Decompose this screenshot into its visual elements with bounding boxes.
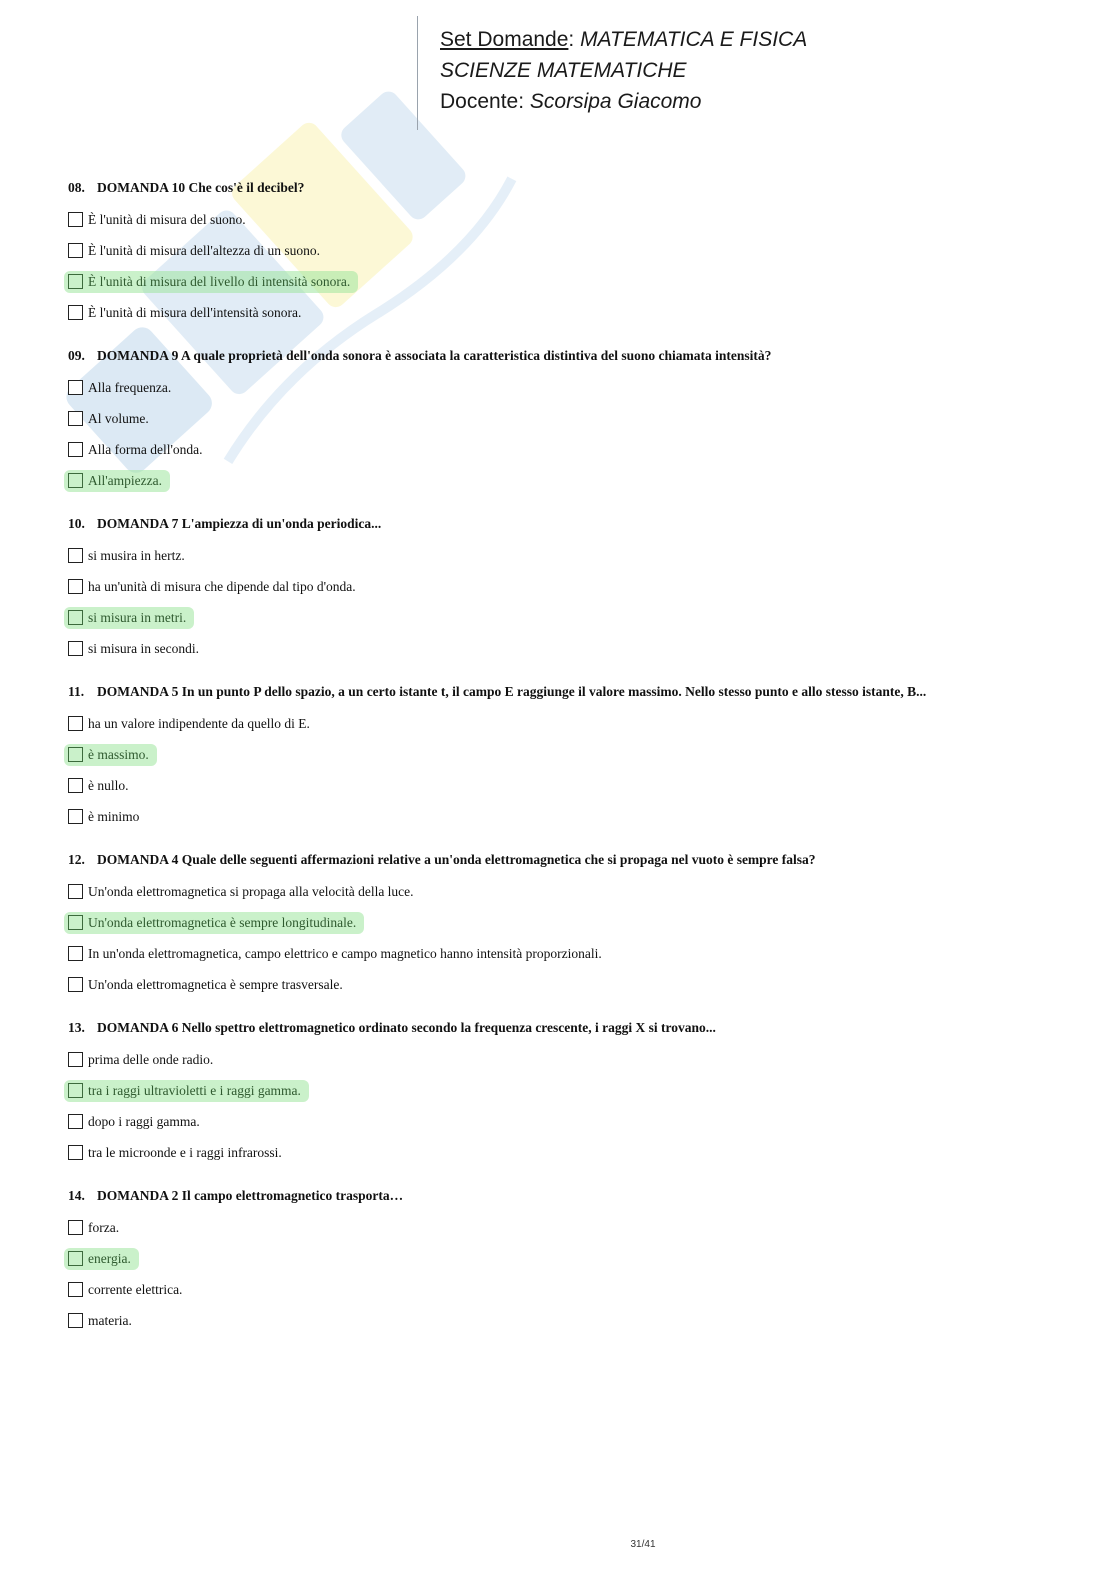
answer-content xyxy=(64,576,364,598)
answer-content xyxy=(64,943,610,965)
page-number: 31/41 xyxy=(630,1539,656,1550)
answer-content xyxy=(64,1111,208,1133)
question-title xyxy=(68,1187,1068,1205)
question-block xyxy=(68,179,1068,328)
header-set-line xyxy=(440,24,807,55)
answer-option[interactable] xyxy=(68,297,1068,328)
answer-content xyxy=(64,439,211,461)
checkbox-icon[interactable] xyxy=(68,1052,83,1067)
question-text: DOMANDA 10 Che cos'è il decibel? xyxy=(97,180,305,195)
answer-label: tra i raggi ultravioletti e i raggi gamma. xyxy=(88,1082,301,1098)
checkbox-icon[interactable] xyxy=(68,411,83,426)
answer-highlight xyxy=(64,744,157,766)
answer-option[interactable] xyxy=(68,1044,1068,1075)
answer-label: È l'unità di misura del suono. xyxy=(88,211,246,227)
answer-content xyxy=(64,1310,140,1332)
answer-label: energia. xyxy=(88,1250,131,1266)
header-teacher-line xyxy=(440,86,807,117)
answer-label: Alla frequenza. xyxy=(88,379,172,395)
answer-option[interactable] xyxy=(68,1305,1068,1336)
answer-content xyxy=(64,209,254,231)
answer-content xyxy=(64,806,147,828)
checkbox-icon[interactable] xyxy=(68,641,83,656)
answer-label: corrente elettrica. xyxy=(88,1281,183,1297)
answer-label: Un'onda elettromagnetica è sempre longitudinale. xyxy=(88,914,357,930)
answer-label: ha un valore indipendente da quello di E. xyxy=(88,715,310,731)
checkbox-icon[interactable] xyxy=(68,1251,83,1266)
checkbox-icon[interactable] xyxy=(68,1083,83,1098)
question-title xyxy=(68,1019,1068,1037)
answer-content xyxy=(64,775,137,797)
checkbox-icon[interactable] xyxy=(68,915,83,930)
answer-option[interactable] xyxy=(68,969,1068,1000)
answer-option[interactable] xyxy=(68,235,1068,266)
answer-label: Un'onda elettromagnetica si propaga alla velocità della luce. xyxy=(88,883,414,899)
checkbox-icon[interactable] xyxy=(68,548,83,563)
header-divider xyxy=(417,16,418,130)
question-block xyxy=(68,347,1068,496)
answer-option[interactable] xyxy=(68,708,1068,739)
checkbox-icon[interactable] xyxy=(68,212,83,227)
answer-option[interactable] xyxy=(68,571,1068,602)
answer-label: materia. xyxy=(88,1312,132,1328)
answer-highlight xyxy=(64,1248,139,1270)
checkbox-icon[interactable] xyxy=(68,1145,83,1160)
checkbox-icon[interactable] xyxy=(68,809,83,824)
answer-option-correct[interactable] xyxy=(68,907,1068,938)
teacher-label: Docente: xyxy=(440,90,525,113)
answer-option-correct[interactable] xyxy=(68,739,1068,770)
answer-label: All'ampiezza. xyxy=(88,472,163,488)
answer-highlight xyxy=(64,470,170,492)
question-block xyxy=(68,1019,1068,1168)
question-title xyxy=(68,515,1068,533)
answer-content xyxy=(64,1049,221,1071)
checkbox-icon[interactable] xyxy=(68,442,83,457)
checkbox-icon[interactable] xyxy=(68,778,83,793)
question-list xyxy=(68,179,1068,1355)
answer-option[interactable] xyxy=(68,876,1068,907)
question-text: DOMANDA 9 A quale proprietà dell'onda sonora è associata la caratteristica distintiva del suono chiamata intensità? xyxy=(97,348,772,363)
question-number: 12. xyxy=(68,852,85,867)
checkbox-icon[interactable] xyxy=(68,884,83,899)
answer-option[interactable] xyxy=(68,403,1068,434)
teacher-name: Scorsipa Giacomo xyxy=(529,90,702,113)
question-block xyxy=(68,1187,1068,1336)
question-number: 08. xyxy=(68,180,85,195)
question-title xyxy=(68,347,1068,365)
answer-highlight xyxy=(64,271,358,293)
answer-label: È l'unità di misura del livello di intensità sonora. xyxy=(88,273,351,289)
answer-content xyxy=(64,302,309,324)
answer-option[interactable] xyxy=(68,1274,1068,1305)
answer-label: è minimo xyxy=(88,808,140,824)
answer-content xyxy=(64,240,328,262)
checkbox-icon[interactable] xyxy=(68,473,83,488)
answer-highlight xyxy=(64,912,364,934)
checkbox-icon[interactable] xyxy=(68,305,83,320)
answer-label: è massimo. xyxy=(88,746,149,762)
answer-option[interactable] xyxy=(68,434,1068,465)
checkbox-icon[interactable] xyxy=(68,1282,83,1297)
checkbox-icon[interactable] xyxy=(68,610,83,625)
answer-content xyxy=(64,1279,190,1301)
checkbox-icon[interactable] xyxy=(68,380,83,395)
answer-label: Al volume. xyxy=(88,410,149,426)
question-number: 10. xyxy=(68,516,85,531)
answer-option[interactable] xyxy=(68,1106,1068,1137)
answer-option-correct[interactable] xyxy=(68,465,1068,496)
checkbox-icon[interactable] xyxy=(68,1114,83,1129)
checkbox-icon[interactable] xyxy=(68,946,83,961)
question-block xyxy=(68,515,1068,664)
set-colon: : xyxy=(568,28,575,51)
answer-highlight xyxy=(64,1080,309,1102)
answer-highlight xyxy=(64,607,194,629)
checkbox-icon[interactable] xyxy=(68,977,83,992)
set-label: Set Domande xyxy=(440,28,569,51)
question-title xyxy=(68,179,1068,197)
question-block xyxy=(68,851,1068,1000)
answer-content xyxy=(64,545,193,567)
answer-content xyxy=(64,1142,290,1164)
answer-option-correct[interactable] xyxy=(68,1243,1068,1274)
answer-label: In un'onda elettromagnetica, campo elettrico e campo magnetico hanno intensità proporzionali. xyxy=(88,945,602,961)
answer-label: si misura in metri. xyxy=(88,609,187,625)
question-title xyxy=(68,683,1068,701)
checkbox-icon[interactable] xyxy=(68,579,83,594)
answer-label: È l'unità di misura dell'altezza di un suono. xyxy=(88,242,321,258)
answer-label: Un'onda elettromagnetica è sempre trasversale. xyxy=(88,976,343,992)
question-text: DOMANDA 5 In un punto P dello spazio, a un certo istante t, il campo E raggiunge il valore massimo. Nello stesso punto e allo stesso istante, B... xyxy=(97,684,927,699)
answer-option[interactable] xyxy=(68,1212,1068,1243)
question-text: DOMANDA 2 Il campo elettromagnetico trasporta… xyxy=(97,1188,404,1203)
question-number: 14. xyxy=(68,1188,85,1203)
checkbox-icon[interactable] xyxy=(68,274,83,289)
answer-label: è nullo. xyxy=(88,777,129,793)
answer-option[interactable] xyxy=(68,938,1068,969)
answer-option-correct[interactable] xyxy=(68,1075,1068,1106)
checkbox-icon[interactable] xyxy=(68,1220,83,1235)
question-number: 13. xyxy=(68,1020,85,1035)
answer-option[interactable] xyxy=(68,540,1068,571)
answer-option[interactable] xyxy=(68,801,1068,832)
checkbox-icon[interactable] xyxy=(68,716,83,731)
answer-label: si misura in secondi. xyxy=(88,640,199,656)
checkbox-icon[interactable] xyxy=(68,1313,83,1328)
answer-content xyxy=(64,881,422,903)
set-value: MATEMATICA E FISICA xyxy=(580,28,808,51)
answer-option[interactable] xyxy=(68,770,1068,801)
question-title xyxy=(68,851,1068,869)
answer-content xyxy=(64,638,207,660)
answer-label: si musira in hertz. xyxy=(88,547,185,563)
answer-label: ha un'unità di misura che dipende dal tipo d'onda. xyxy=(88,578,356,594)
answer-content xyxy=(64,377,179,399)
answer-option[interactable] xyxy=(68,1137,1068,1168)
answer-option-correct[interactable] xyxy=(68,602,1068,633)
checkbox-icon[interactable] xyxy=(68,747,83,762)
answer-label: tra le microonde e i raggi infrarossi. xyxy=(88,1144,282,1160)
answer-option[interactable] xyxy=(68,633,1068,664)
answer-content xyxy=(64,713,318,735)
answer-content xyxy=(64,408,157,430)
question-text: DOMANDA 7 L'ampiezza di un'onda periodica... xyxy=(97,516,382,531)
question-text: DOMANDA 4 Quale delle seguenti affermazioni relative a un'onda elettromagnetica che si propaga nel vuoto è sempre falsa? xyxy=(97,852,816,867)
answer-label: Alla forma dell'onda. xyxy=(88,441,203,457)
answer-content xyxy=(64,1217,127,1239)
answer-option[interactable] xyxy=(68,372,1068,403)
answer-label: forza. xyxy=(88,1219,120,1235)
answer-label: È l'unità di misura dell'intensità sonora. xyxy=(88,304,302,320)
question-number: 09. xyxy=(68,348,85,363)
answer-label: prima delle onde radio. xyxy=(88,1051,214,1067)
question-text: DOMANDA 6 Nello spettro elettromagnetico ordinato secondo la frequenza crescente, i raggi X si trovano... xyxy=(97,1020,716,1035)
checkbox-icon[interactable] xyxy=(68,243,83,258)
document-header xyxy=(440,24,807,117)
answer-label: dopo i raggi gamma. xyxy=(88,1113,200,1129)
answer-option-correct[interactable] xyxy=(68,266,1068,297)
course-name: SCIENZE MATEMATICHE xyxy=(440,59,687,82)
answer-option[interactable] xyxy=(68,204,1068,235)
question-block xyxy=(68,683,1068,832)
question-number: 11. xyxy=(68,684,85,699)
answer-content xyxy=(64,974,351,996)
